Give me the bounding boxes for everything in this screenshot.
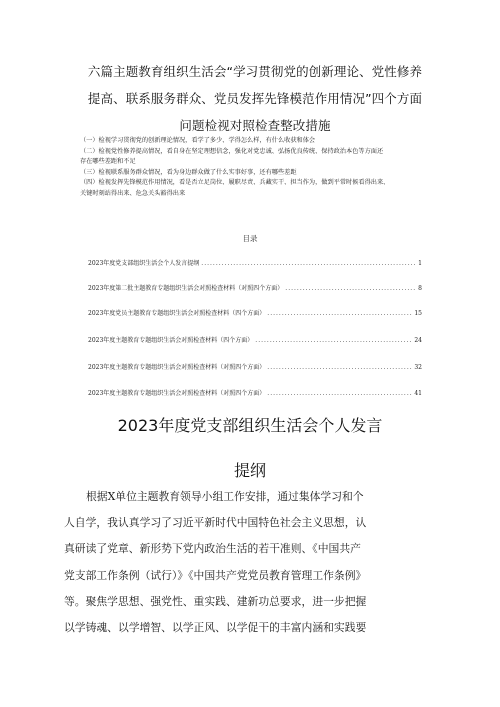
toc-entry[interactable]	[88, 335, 422, 345]
section-title: 2023年度党支部组织生活会个人发言	[117, 416, 383, 435]
toc-leader-dots	[255, 337, 412, 344]
body-line: 等。聚焦学思想、强党性、重实践、建新功总要求，进一步把握	[64, 594, 367, 608]
body-paragraph	[64, 484, 438, 641]
toc-entry-text: 2023年度主题教育专题组织生活会对照检查材料（四个方面）	[88, 337, 254, 344]
document-title	[70, 58, 440, 139]
toc-entry[interactable]	[88, 283, 422, 293]
review-point: 存在哪些差距和不足	[80, 158, 136, 166]
toc-leader-dots	[201, 260, 416, 267]
body-line: 根据X单位主题教育领导小组工作安排，通过集体学习和个	[86, 490, 364, 503]
toc-entry[interactable]	[88, 388, 422, 398]
toc-leader-dots	[267, 390, 412, 397]
body-line: 以学铸魂、以学增智、以学正风、以学促干的丰富内涵和实践要	[64, 621, 367, 635]
document-title-line: 问题检视对照检查整改措施	[179, 118, 331, 133]
toc-entry-text: 2023年度党员主题教育专题组织生活会对照检查材料（四个方面）	[88, 310, 266, 317]
toc-leader-dots	[267, 310, 412, 317]
review-point: 关键时刻站得出来、危急关头豁得出来	[80, 189, 186, 197]
review-point: （四）检视发挥先锋模范作用情况，看是否立足岗位、履职尽责、兵藏实干、担当作为，做到平常时候看得出来、	[80, 179, 390, 187]
toc-leader-dots	[267, 364, 412, 371]
review-point: （一）检视学习贯彻党的创新理论情况，看学了多少、学得怎么样，有什么收获和体会	[80, 137, 316, 144]
toc-entry-page: 8	[418, 285, 422, 292]
toc-entry-text: 2023年度第二批主题教育专题组织生活会对照检查材料（对照四个方面）	[88, 285, 284, 292]
document-title-line: 六篇主题教育组织生活会“学习贯彻党的创新理论、党性修养	[87, 64, 423, 79]
body-line: 真研读了党章、新形势下党内政治生活的若干准则、《中国共产	[64, 542, 361, 556]
toc-entry-page: 24	[414, 337, 422, 344]
toc-entry-page: 32	[414, 364, 422, 371]
section-title-continued: 提纲	[233, 461, 266, 480]
toc-entry-text: 2023年度主题教育专题组织生活会对照检查材料（对照四个方面）	[88, 390, 266, 397]
review-point: （三）检视联系服务群众情况，看为身边群众做了什么实事好事，还有哪些差距	[80, 168, 297, 176]
toc-entry-text: 2023年度主题教育专题组织生活会对照检查材料（对照四个方面）	[88, 364, 266, 371]
body-line: 人自学，我认真学习了习近平新时代中国特色社会主义思想，认	[64, 516, 367, 530]
toc-entry-page: 15	[414, 310, 422, 317]
toc-entry-text: 2023年度党支部组织生活会个人发言提纲	[88, 260, 200, 267]
toc-entry-page: 1	[418, 260, 422, 267]
review-point: （二）检视党性修养提高情况，看自身在坚定理想信念，强化对党忠诚、弘扬优良传统、保持政治本色等方面还	[80, 147, 384, 155]
toc-entry[interactable]	[88, 362, 422, 372]
toc-entry[interactable]	[88, 308, 422, 318]
body-line: 党支部工作条例（试行）》《中国共产党党员教育管理工作条例》	[64, 568, 367, 582]
toc-heading: 目录	[242, 234, 258, 243]
toc-leader-dots	[285, 285, 416, 292]
toc-entry[interactable]	[88, 258, 422, 268]
review-points	[80, 136, 420, 200]
toc-entry-page: 41	[414, 390, 422, 397]
document-title-line: 提高、联系服务群众、党员发挥先锋模范作用情况”四个方面	[87, 91, 423, 106]
